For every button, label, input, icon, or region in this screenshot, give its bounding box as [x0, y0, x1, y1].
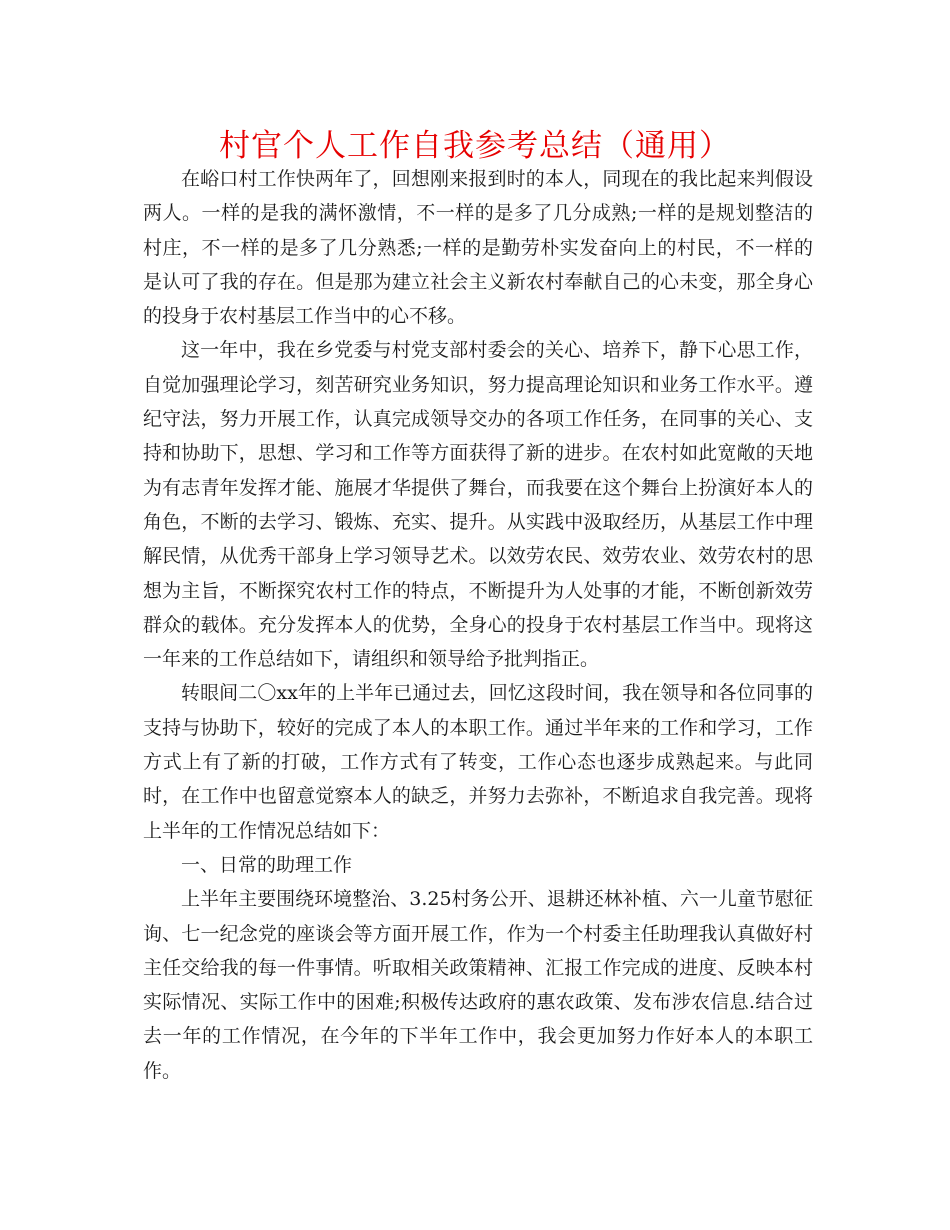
paragraph-intro: 在峪口村工作快两年了，回想刚来报到时的本人，同现在的我比起来判假设两人。一样的是我的满怀激情，不一样的是多了几分成熟;一样的是规划整洁的村庄，不一样的是多了几分熟悉;一样的是勤劳朴实发奋向上的村民，不一样的是认可了我的存在。但是那为建立社会主义新农村奉献自己的心未变，那全身心的投身于农村基层工作当中的心不移。 — [143, 168, 813, 328]
section-heading-daily-work: 一、日常的助理工作 — [181, 853, 353, 876]
paragraph-year-review: 这一年中，我在乡党委与村党支部村委会的关心、培养下，静下心思工作，自觉加强理论学习，刻苦研究业务知识，努力提高理论知识和业务工作水平。遵纪守法，努力开展工作，认真完成领导交办的各项工作任务，在同事的关心、支持和协助下，思想、学习和工作等方面获得了新的进步。在农村如此宽敞的天地为有志青年发挥才能、施展才华提供了舞台，而我要在这个舞台上扮演好本人的角色，不断的去学习、锻炼、充实、提升。从实践中汲取经历，从基层工作中理解民情，从优秀干部身上学习领导艺术。以效劳农民、效劳农业、效劳农村的思想为主旨，不断探究农村工作的特点，不断提升为人处事的才能，不断创新效劳群众的载体。充分发挥本人的优势，全身心的投身于农村基层工作当中。现将这一年来的工作总结如下，请组织和领导给予批判指正。 — [143, 339, 813, 671]
document-title: 村官个人工作自我参考总结（通用） — [219, 128, 731, 164]
document-body — [143, 162, 813, 1088]
paragraph-half-year: 转眼间二〇xx年的上半年已通过去，回忆这段时间，我在领导和各位同事的支持与协助下，较好的完成了本人的本职工作。通过半年来的工作和学习，工作方式上有了新的打破，工作方式有了转变，工作心态也逐步成熟起来。与此同时，在工作中也留意觉察本人的缺乏，并努力去弥补，不断追求自我完善。现将上半年的工作情况总结如下： — [143, 682, 813, 842]
paragraph-daily-work: 上半年主要围绕环境整治、3.25村务公开、退耕还林补植、六一儿童节慰征询、七一纪念党的座谈会等方面开展工作，作为一个村委主任助理我认真做好村主任交给我的每一件事情。听取相关政策精神、汇报工作完成的进度、反映本村实际情况、实际工作中的困难;积极传达政府的惠农政策、发布涉农信息.结合过去一年的工作情况，在今年的下半年工作中，我会更加努力作好本人的本职工作。 — [143, 888, 813, 1082]
